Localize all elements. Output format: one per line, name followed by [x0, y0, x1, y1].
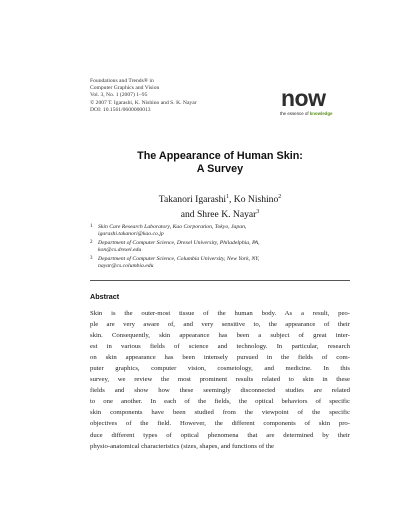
- affiliation-list: [90, 224, 348, 272]
- affiliation-number: 1: [90, 224, 93, 229]
- affiliation-item: [90, 224, 348, 238]
- abstract-line: on skin appearance has been intensely pursued in the fields of com-: [90, 354, 350, 362]
- journal-name: Computer Graphics and Vision: [90, 85, 160, 92]
- author-affil-mark: 3: [256, 209, 260, 216]
- abstract-line: skin components have been studied from the viewpoint of the specific: [90, 409, 350, 417]
- paper-title-line-1: The Appearance of Human Skin:: [137, 150, 303, 162]
- abstract-body: [90, 308, 350, 452]
- abstract-line: puter graphics, computer vision, cosmetology, and medicine. In this: [90, 365, 350, 373]
- abstract-line: skin. Consequently, skin appearance has been a subject of great inter-: [90, 332, 350, 340]
- author-name: Takanori Igarashi: [158, 194, 227, 206]
- paper-title: [90, 150, 350, 176]
- logo-tagline-highlight: knowledge: [309, 111, 333, 116]
- abstract-line: to one another. In each of the fields, the optical behaviors of specific: [90, 398, 350, 406]
- author-affil-mark: 2: [278, 194, 282, 200]
- abstract-line: fields and show how these seemingly disconnected studies are related: [90, 387, 350, 395]
- affiliation-number: 2: [90, 240, 93, 245]
- abstract-line: Skin is the outer-most tissue of the human body. As a result, peo-: [90, 310, 350, 317]
- abstract-heading: Abstract: [90, 292, 120, 301]
- now-logo-mark: [281, 88, 347, 110]
- abstract-line: duce different types of optical phenomena that are determined by their: [90, 431, 350, 439]
- affiliation-email: kon@cs.drexel.edu: [98, 247, 142, 254]
- abstract-line: physio-anatomical characteristics (sizes, shapes, and functions of the: [90, 442, 275, 450]
- logo-tagline-prefix: the essence of: [280, 111, 310, 116]
- svg-text:now: now: [281, 88, 326, 110]
- author-line-2: [90, 206, 350, 221]
- paper-title-line-2: A Survey: [196, 163, 244, 175]
- doi: DOI: 10.1561/0600000013: [90, 106, 151, 113]
- affiliation-number: 3: [90, 256, 93, 261]
- affiliation-institution: Skin Care Research Laboratory, Kao Corporation, Tokyo, Japan,: [98, 224, 247, 230]
- author-name: Ko Nishino: [233, 194, 279, 206]
- affiliation-institution: Department of Computer Science, Columbia University, New York, NY,: [98, 256, 260, 262]
- abstract-line: est in various fields of science and technology. In particular, research: [90, 343, 350, 351]
- affiliation-item: [90, 240, 348, 254]
- publication-info: [90, 78, 197, 114]
- copyright-notice: © 2007 T. Igarashi, K. Nishino and S. K. Nayar: [90, 99, 197, 106]
- journal-volume: Vol. 3, No. 1 (2007) 1–95: [90, 92, 148, 99]
- affiliation-item: [90, 256, 348, 270]
- author-affil-mark: 1: [226, 194, 229, 200]
- publisher-logo: [280, 88, 350, 116]
- affiliation-institution: Department of Computer Science, Drexel University, Philadelphia, PA,: [98, 240, 260, 246]
- author-list: [90, 191, 350, 222]
- section-divider: [90, 280, 350, 281]
- journal-series: Foundations and Trends® in: [90, 78, 154, 84]
- abstract-line: objectives of the field. However, the different components of skin pro-: [90, 420, 350, 428]
- affiliation-email: nayar@cs.columbia.edu: [98, 263, 154, 270]
- affiliation-email: igarashi.takanori@kao.co.jp: [98, 231, 164, 238]
- author-name: Shree K. Nayar: [196, 209, 257, 221]
- author-line-1: [90, 191, 350, 206]
- logo-tagline: [280, 111, 350, 116]
- abstract-line: ple are very aware of, and very sensitive to, the appearance of their: [90, 321, 350, 329]
- author-separator: ,: [228, 194, 234, 206]
- author-conjunction: and: [180, 209, 197, 221]
- abstract-line: survey, we review the most prominent results related to skin in these: [90, 376, 350, 384]
